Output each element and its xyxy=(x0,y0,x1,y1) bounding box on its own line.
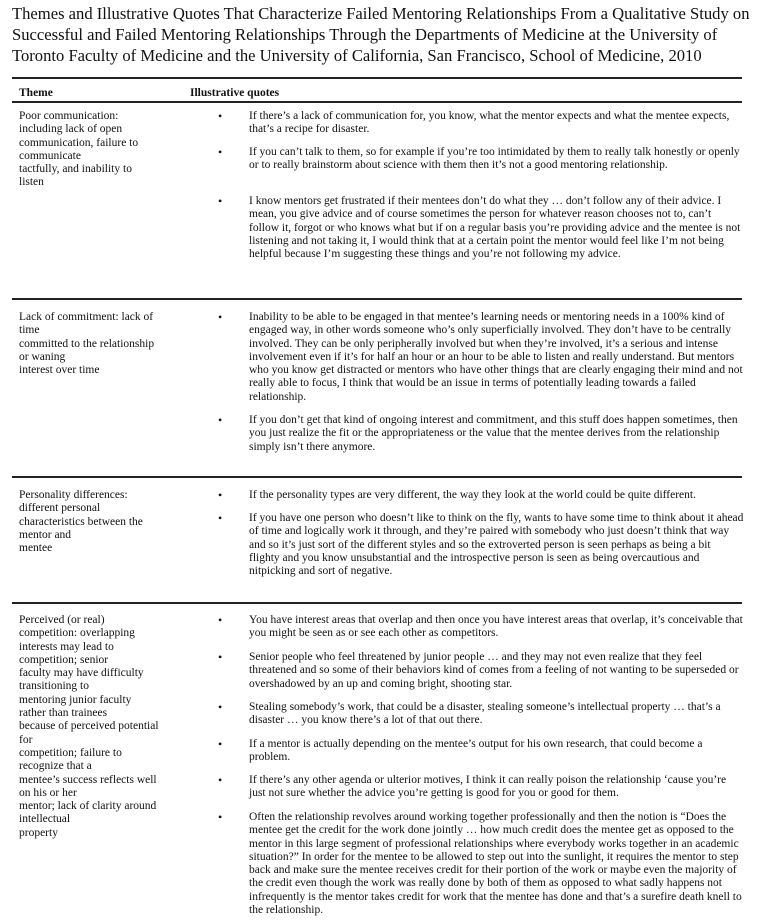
bullet-icon: • xyxy=(218,145,223,159)
header-rule xyxy=(12,101,742,103)
bullet-icon: • xyxy=(218,310,223,324)
quote: Inability to be able to be engaged in that mentee’s learning needs or mentoring needs in a 100% kind of engaged way, in other words someone who’s only superficially involved. They don’t have to be centrally involved. They can be only peripherally involved but when they’re involved, it’s a serious and intense involvement even if it’s for half an hour or an hour to be able to listen and really understand. But mentors who you know get distracted or mentors who have other things that are clearly engaging their mind and not really able to focus, I think that would be an issue in terms of potentially leading towards a failed relationship. xyxy=(249,311,743,403)
quote: You have interest areas that overlap and then once you have interest areas that overlap, it’s conceivable that you might be seen as or see each other as competitors. xyxy=(249,614,743,640)
bullet-icon: • xyxy=(218,511,223,525)
quote: Senior people who feel threatened by junior people … and they may not even realize that they feel threatened and so some of their behaviors kind of comes from a feeling of not wanting to be superseded or overshadowed by an up and coming bright, shooting star. xyxy=(249,651,739,690)
bullet-icon: • xyxy=(218,810,223,824)
row-divider xyxy=(12,298,742,300)
bullet-icon: • xyxy=(218,650,223,664)
theme-cell: Personality differences: different personal characteristics between the mentor and mentee xyxy=(19,489,143,555)
quote: If a mentor is actually depending on the mentee’s output for his own research, that could become a problem. xyxy=(249,738,703,764)
theme-cell: Poor communication: including lack of open communication, failure to communicate tactfully, and inability to listen xyxy=(19,110,139,189)
theme-cell: Perceived (or real) competition: overlapping interests may lead to competition; senior faculty may have difficulty transitioning to mentoring junior faculty rather than trainees because of perceived potential for competition; failure to recognize that a mentee’s success reflects well on his or her mentor; lack of clarity around intellectual property xyxy=(19,614,159,839)
theme-cell: Lack of commitment: lack of time committed to the relationship or waning interest over time xyxy=(19,311,155,377)
quote: Often the relationship revolves around working together professionally and then the notion is “Does the mentee get the credit for the work done jointly … how much credit does the mentee get as opposed to the mentor in this large segment of professional relationships where everybody works together in an academic situation?” In order for the mentee to be allowed to step out into the sunlight, it requires the mentor to step back and make sure the mentee receives credit for their portion of the work or maybe even the majority of the credit even though the work was really done by both of them as opposed to what sadly happens not infrequently is the mentor takes credit for work that the mentee has done and that’s a surefire death knell to the relationship. xyxy=(249,811,742,917)
quote: I know mentors get frustrated if their mentees don’t do what they … don’t follow any of their advice. I mean, you give advice and of course sometimes the person for whatever reason chooses not to, can’t follow it, forgot or who knows what but if on a regular basis you’re providing advice and the mentee is not listening and not taking it, I would think that at a certain point the mentor would feel like I’m not being helpful because I’m suggesting these things and you’re not following my advice. xyxy=(249,195,741,261)
bullet-icon: • xyxy=(218,737,223,751)
quote: Stealing somebody’s work, that could be a disaster, stealing someone’s intellectual property … that’s a disaster … you know there’s a lot of that out there. xyxy=(249,701,721,727)
quote: If there’s a lack of communication for, you know, what the mentor expects and what the mentee expects, that’s a recipe for disaster. xyxy=(249,110,730,136)
table-title: Themes and Illustrative Quotes That Characterize Failed Mentoring Relationships From a Qualitative Study on Successful and Failed Mentoring Relationships Through the Departments of Medicine at the University of Toronto Faculty of Medicine and the University of California, San Francisco, School of Medicine, 2010 xyxy=(12,4,750,65)
bullet-icon: • xyxy=(218,194,223,208)
quote: If the personality types are very different, the way they look at the world could be quite different. xyxy=(249,489,696,501)
column-header-theme: Theme xyxy=(19,87,53,99)
row-divider xyxy=(12,602,742,604)
bullet-icon: • xyxy=(218,613,223,627)
quote: If you can’t talk to them, so for example if you’re too intimidated by them to really talk honestly or openly or to really brainstorm about science with them then it’s not a good mentoring relationship. xyxy=(249,146,740,172)
row-divider xyxy=(12,476,742,478)
column-header-quotes: Illustrative quotes xyxy=(190,87,280,99)
quote: If there’s any other agenda or ulterior motives, I think it can really poison the relationship ‘cause you’re just not sure whether the advice you’re getting is good for you or good for them. xyxy=(249,774,727,800)
bullet-icon: • xyxy=(218,488,223,502)
bullet-icon: • xyxy=(218,413,223,427)
quote: If you don’t get that kind of ongoing interest and commitment, and this stuff does happen sometimes, then you just realize the fit or the appropriateness or the value that the mentee derives from the relationship simply isn’t there anymore. xyxy=(249,414,738,453)
bullet-icon: • xyxy=(218,700,223,714)
quote: If you have one person who doesn’t like to think on the fly, wants to have some time to think about it ahead of time and logically work it through, and they’re paired with somebody who just doesn’t think that way and so it’s just sort of the different styles and so the extroverted person is seen perhaps as being a bit flighty and you know unsubstantial and the introspective person is seen as being overcautious and nitpicking and sort of negative. xyxy=(249,512,744,578)
top-rule xyxy=(12,77,742,79)
bullet-icon: • xyxy=(218,109,223,123)
bullet-icon: • xyxy=(218,773,223,787)
